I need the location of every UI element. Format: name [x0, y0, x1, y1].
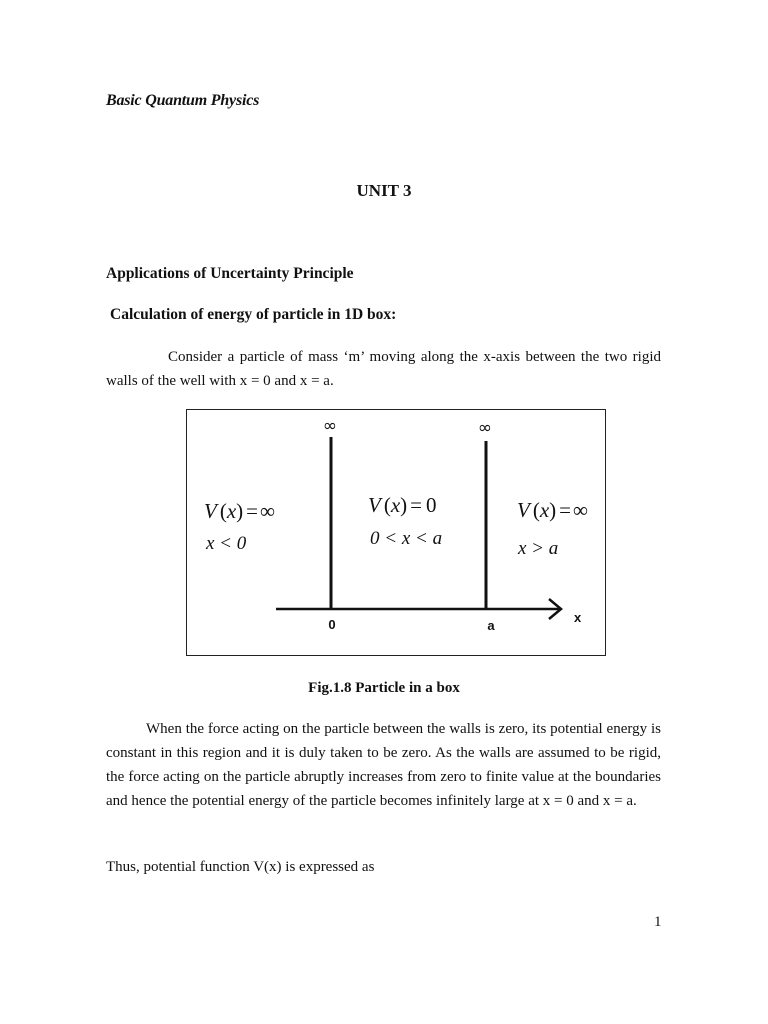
- paragraph-intro: Consider a particle of mass ‘m’ moving along the x-axis between the two rigid walls of the well with x = 0 and x = a.: [106, 349, 661, 389]
- a-label: a: [487, 618, 495, 633]
- figure-diagram: [187, 410, 604, 654]
- section-heading: Applications of Uncertainty Principle: [106, 265, 354, 282]
- figure-particle-in-box: [186, 409, 606, 656]
- region-middle-equation: V (x) = 0: [368, 493, 437, 517]
- region-left-condition: x < 0: [206, 533, 247, 554]
- region-right-equation: V (x) =∞: [517, 498, 588, 522]
- axis-x-label: x: [574, 610, 582, 625]
- region-left-equation: V (x) =∞: [204, 499, 275, 523]
- region-right-condition: x > a: [518, 538, 559, 559]
- right-wall-infinity-label: ∞: [477, 418, 493, 438]
- paragraph-explanation: When the force acting on the particle between the walls is zero, its potential energy is constant in this region and it is duly taken to be zero. As the walls are assumed to be rigid, the force acting on the particle abruptly increases from zero to finite value at the boundaries and hence the potential energy of the particle becomes infinitely large at x = 0 and x = a.: [106, 721, 661, 809]
- sub-heading: Calculation of energy of particle in 1D box:: [110, 306, 397, 323]
- unit-title: UNIT 3: [356, 181, 412, 200]
- paragraph-potential-function: Thus, potential function V(x) is expressed as: [106, 859, 375, 875]
- left-wall-infinity-label: ∞: [322, 416, 338, 436]
- figure-caption: Fig.1.8 Particle in a box: [308, 680, 460, 696]
- origin-label: 0: [328, 617, 336, 632]
- region-middle-condition: 0 < x < a: [370, 528, 443, 549]
- page-number: 1: [654, 914, 662, 930]
- running-header-title: Basic Quantum Physics: [106, 92, 260, 109]
